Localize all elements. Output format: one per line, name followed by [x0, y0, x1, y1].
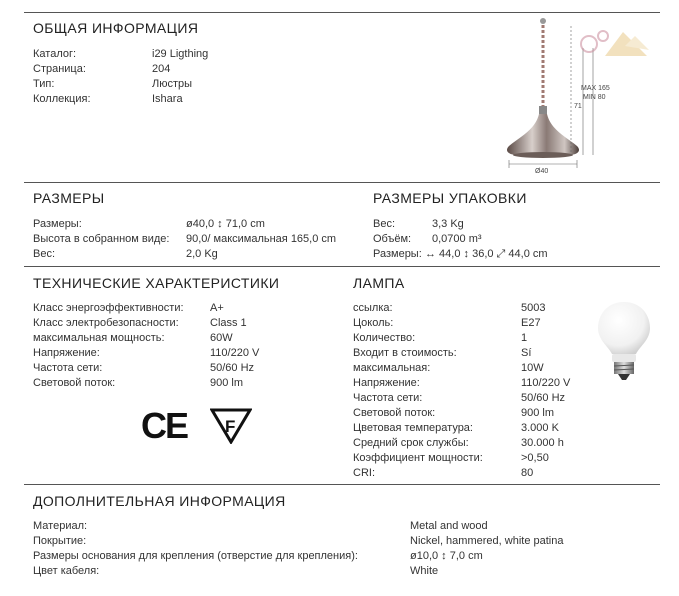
- lamp-value: 1: [521, 332, 528, 344]
- technical-label: Класс электробезопасности:: [33, 317, 179, 329]
- ce-mark-icon: [141, 406, 187, 446]
- dimensions-value: 90,0/ максимальная 165,0 cm: [186, 233, 337, 245]
- lamp-label: Средний срок службы:: [353, 437, 469, 449]
- lamp-title: ЛАМПА: [353, 275, 405, 291]
- lamp-value: 3.000 K: [521, 422, 559, 434]
- additional-value: Nickel, hammered, white patina: [410, 535, 564, 547]
- general-label: Каталог:: [33, 48, 77, 60]
- packaging-label: Объём:: [373, 233, 412, 245]
- lamp-label: Напряжение:: [353, 377, 420, 389]
- general-value: i29 Ligthing: [152, 48, 209, 60]
- min-label: MIN 80: [583, 94, 606, 101]
- technical-label: Напряжение:: [33, 347, 100, 359]
- lamp-value: 5003: [521, 302, 546, 314]
- lamp-label: Цоколь:: [353, 317, 394, 329]
- general-title: ОБЩАЯ ИНФОРМАЦИЯ: [33, 20, 199, 36]
- additional-value: ø10,0 ↕ 7,0 cm: [410, 550, 483, 562]
- dimensions-label: Вес:: [33, 248, 56, 260]
- lamp-label: максимальная:: [353, 362, 431, 374]
- technical-value: Class 1: [210, 317, 247, 329]
- divider-top: [24, 12, 660, 13]
- general-value: 204: [152, 63, 171, 75]
- technical-value: 900 lm: [210, 377, 244, 389]
- lamp-value: 50/60 Hz: [521, 392, 566, 404]
- lamp-label: Цветовая температура:: [353, 422, 473, 434]
- dimensions-value: ø40,0 ↕ 71,0 cm: [186, 218, 265, 230]
- divider-general: [24, 182, 660, 183]
- technical-value: 50/60 Hz: [210, 362, 255, 374]
- general-label: Страница:: [33, 63, 86, 75]
- technical-label: Класс энергоэффективности:: [33, 302, 184, 314]
- lamp-value: >0,50: [521, 452, 549, 464]
- packaging-value: 3,3 Kg: [432, 218, 464, 230]
- lamp-label: Коэффициент мощности:: [353, 452, 483, 464]
- light-bulb-image: [592, 298, 656, 384]
- f-mark-text: F: [225, 417, 236, 436]
- technical-label: Частота сети:: [33, 362, 103, 374]
- technical-label: Световой поток:: [33, 377, 116, 389]
- additional-label: Материал:: [33, 520, 88, 532]
- f-mark-icon: [210, 408, 252, 444]
- dimensions-title: РАЗМЕРЫ: [33, 190, 105, 206]
- technical-title: ТЕХНИЧЕСКИЕ ХАРАКТЕРИСТИКИ: [33, 275, 280, 291]
- max-label: MAX 165: [581, 85, 610, 92]
- additional-value: White: [410, 565, 439, 577]
- additional-label: Цвет кабеля:: [33, 565, 100, 577]
- lamp-value: E27: [521, 317, 541, 329]
- technical-label: максимальная мощность:: [33, 332, 165, 344]
- dimensions-label: Размеры:: [33, 218, 82, 230]
- additional-title: ДОПОЛНИТЕЛЬНАЯ ИНФОРМАЦИЯ: [33, 493, 286, 509]
- lamp-value: 30.000 h: [521, 437, 564, 449]
- dimensions-value: 2,0 Kg: [186, 248, 218, 260]
- general-label: Коллекция:: [33, 93, 91, 105]
- lamp-value: 110/220 V: [521, 377, 571, 389]
- technical-value: 110/220 V: [210, 347, 260, 359]
- lamp-value: 900 lm: [521, 407, 555, 419]
- lamp-label: Количество:: [353, 332, 416, 344]
- ce-mark-text: CE: [141, 405, 188, 446]
- additional-value: Metal and wood: [410, 520, 488, 532]
- lamp-value: 80: [521, 467, 534, 479]
- lamp-value: Sí: [521, 347, 532, 359]
- watermark-logo: [581, 31, 649, 56]
- height-label: 71: [574, 103, 582, 110]
- packaging-title: РАЗМЕРЫ УПАКОВКИ: [373, 190, 527, 206]
- lamp-label: Частота сети:: [353, 392, 423, 404]
- lamp-value: 10W: [521, 362, 544, 374]
- packaging-label: Размеры:: [373, 248, 422, 260]
- dimensions-label: Высота в собранном виде:: [33, 233, 170, 245]
- divider-technical: [24, 484, 660, 485]
- packaging-value: 0,0700 m³: [432, 233, 482, 245]
- diameter-label: Ø40: [535, 168, 549, 175]
- packaging-label: Вес:: [373, 218, 396, 230]
- lamp-label: CRI:: [353, 467, 375, 479]
- divider-dimensions: [24, 266, 660, 267]
- general-value: Люстры: [152, 78, 193, 90]
- technical-value: A+: [210, 302, 224, 314]
- general-value: Ishara: [152, 93, 183, 105]
- lamp-label: Входит в стоимость:: [353, 347, 457, 359]
- packaging-value: ↔ 44,0 ↕ 36,0 ⤢ 44,0 cm: [425, 248, 548, 260]
- general-label: Тип:: [33, 78, 55, 90]
- additional-label: Покрытие:: [33, 535, 87, 547]
- pendant-lamp-drawing: [485, 18, 665, 178]
- technical-value: 60W: [210, 332, 233, 344]
- additional-label: Размеры основания для крепления (отверстие для крепления):: [33, 550, 358, 562]
- lamp-label: Световой поток:: [353, 407, 436, 419]
- lamp-label: ссылка:: [353, 302, 393, 314]
